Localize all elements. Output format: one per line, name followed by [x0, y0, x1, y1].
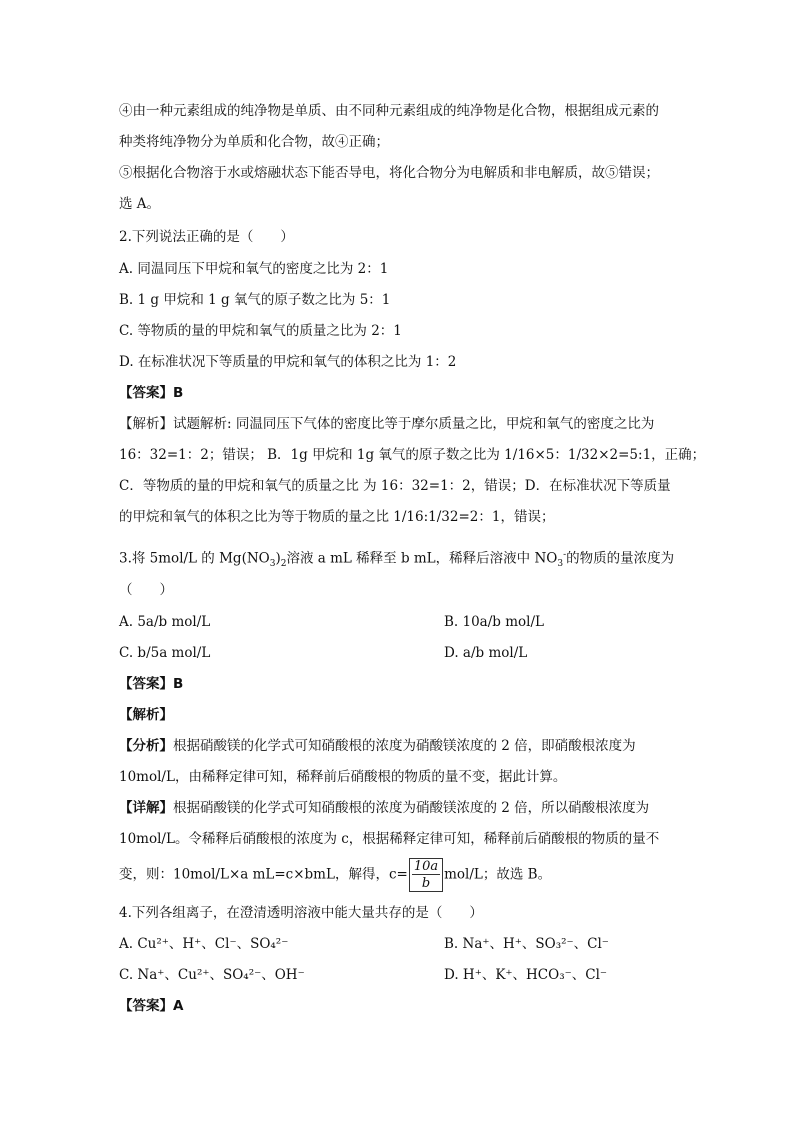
xiangjie-line: 10mol/L。令稀释后硝酸根的浓度为 c，根据稀释定律可知，稀释前后硝酸根的物质的量不 — [119, 831, 660, 847]
option-d: D. 在标准状况下等质量的甲烷和氧气的体积之比为 1：2 — [119, 354, 457, 370]
option-a: A. 同温同压下甲烷和氧气的密度之比为 2：1 — [119, 261, 389, 277]
fraction-numerator: 10a — [413, 859, 439, 874]
text-line: ⑤根据化合物溶于水或熔融状态下能否导电，将化合物分为电解质和非电解质，故⑤错误； — [119, 165, 659, 181]
answer-label: 【答案】B — [119, 385, 184, 401]
question-stem — [119, 545, 674, 574]
xiangjie-text: 根据硝酸镁的化学式可知硝酸根的浓度为硝酸镁浓度的 2 倍，所以硝酸根浓度为 — [173, 800, 650, 816]
option-c: C. Na⁺、Cu²⁺、SO₄²⁻、OH⁻ — [119, 967, 305, 983]
text-line: 选 A。 — [119, 196, 161, 212]
subscript: 2 — [280, 559, 287, 570]
option-a: A. Cu²⁺、H⁺、Cl⁻、SO₄²⁻ — [119, 936, 289, 952]
xiangjie-line — [119, 798, 649, 818]
answer-label: 【答案】B — [119, 676, 184, 692]
analysis-line: 的甲烷和氧气的体积之比为等于物质的量之比 1/16:1/32=2：1，错误； — [119, 509, 555, 525]
analysis-line: 【解析】试题解析: 同温同压下气体的密度比等于摩尔质量之比，甲烷和氧气的密度之比为 — [119, 416, 655, 432]
superscript: - — [563, 550, 567, 560]
option-d: D. a/b mol/L — [444, 645, 528, 661]
analysis-line: C．等物质的量的甲烷和氧气的质量之比 为 16：32=1：2，错误；D．在标准状况下等质量 — [119, 478, 671, 494]
subscript: 3 — [557, 559, 564, 570]
option-d: D. H⁺、K⁺、HCO₃⁻、Cl⁻ — [444, 967, 608, 983]
fenxi-line — [119, 736, 636, 756]
option-b: B. 10a/b mol/L — [444, 614, 544, 630]
text-line: 种类将纯净物分为单质和化合物，故④正确； — [119, 134, 389, 150]
xiangjie-line — [119, 858, 551, 892]
stem-part: 3.将 5mol/L 的 Mg(NO — [119, 550, 270, 567]
subscript: 3 — [269, 559, 276, 570]
answer-label: 【答案】A — [119, 998, 184, 1014]
option-c: C. 等物质的量的甲烷和氧气的质量之比为 2：1 — [119, 323, 402, 339]
stem-part: 的物质的量浓度为 — [566, 550, 675, 567]
question-stem: 4.下列各组离子，在澄清透明溶液中能大量共存的是（ ） — [119, 905, 483, 921]
xiangjie-text: mol/L；故选 B。 — [444, 866, 552, 883]
option-c: C. b/5a mol/L — [119, 645, 211, 661]
question-paren: （ ） — [119, 582, 173, 598]
stem-part: ) — [275, 550, 281, 567]
text-line: ④由一种元素组成的纯净物是单质、由不同种元素组成的纯净物是化合物，根据组成元素的 — [119, 103, 659, 119]
fraction-denominator: b — [421, 876, 431, 891]
fenxi-line: 10mol/L，由稀释定律可知，稀释前后硝酸根的物质的量不变，据此计算。 — [119, 769, 567, 785]
stem-part: 溶液 a mL 稀释至 b mL，稀释后溶液中 NO — [286, 550, 558, 567]
fraction — [409, 858, 443, 892]
analysis-line: 16：32=1：2；错误； B．1g 甲烷和 1g 氧气的原子数之比为 1/16×5：1/32×2=5:1，正确； — [119, 447, 706, 463]
fenxi-text: 根据硝酸镁的化学式可知硝酸根的浓度为硝酸镁浓度的 2 倍，即硝酸根浓度为 — [173, 738, 636, 754]
option-a: A. 5a/b mol/L — [119, 614, 211, 630]
xiangjie-label: 【详解】 — [119, 800, 173, 816]
fenxi-label: 【分析】 — [119, 738, 173, 754]
option-b: B. Na⁺、H⁺、SO₃²⁻、Cl⁻ — [444, 936, 609, 952]
analysis-label: 【解析】 — [119, 707, 173, 723]
option-b: B. 1 g 甲烷和 1 g 氧气的原子数之比为 5：1 — [119, 292, 391, 308]
xiangjie-text: 变，则：10mol/L×a mL=c×bmL，解得，c= — [119, 866, 408, 883]
question-stem: 2.下列说法正确的是（ ） — [119, 229, 294, 245]
